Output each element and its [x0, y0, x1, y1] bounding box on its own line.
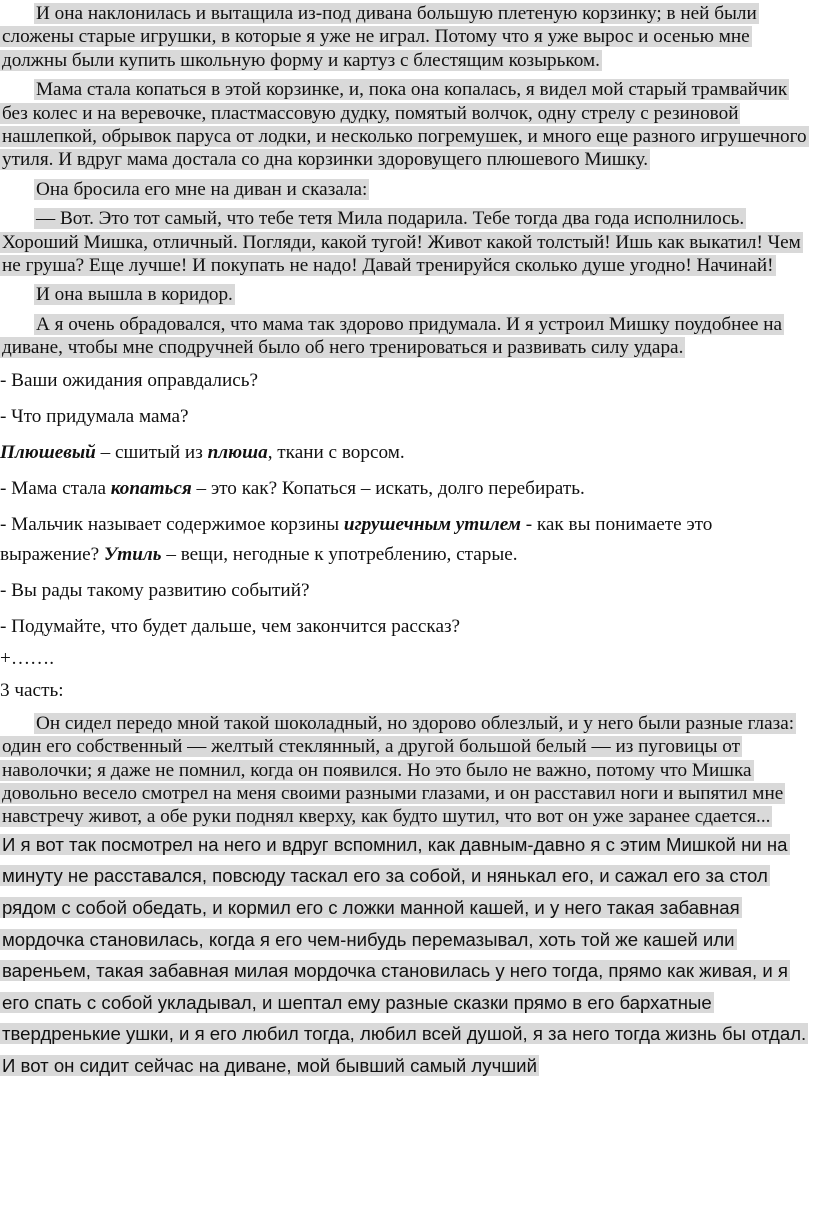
paragraph-sans [0, 829, 816, 1082]
question-5: - Вы рады такому развитию событий? [0, 579, 310, 601]
paragraph-part-3 [0, 712, 816, 829]
term-plushevy: Плюшевый [0, 441, 96, 463]
paragraph-6 [0, 313, 816, 360]
paragraph-sans-text: И я вот так посмотрел на него и вдруг вспомнил, как давным-давно я с этим Мишкой ни на минуту не расставался, повсюду таскал его за собой, и нянькал его, и сажал его за стол рядом с собой обедать, и кормил его с ложки манной кашей, и у него такая забавная мордочка становилась, когда я его чем-нибудь перемазывал, хоть той же кашей или вареньем, такая забавная милая мордочка становилась у него тогда, прямо как живая, и я его спать с собой укладывал, и шептал ему разные сказки прямо в его бархатные твердренькие ушки, и я его любил тогда, любил всей душой, я за него тогда жизнь бы отдал. И вот он сидит сейчас на диване, мой бывший самый лучший [2, 833, 807, 1076]
paragraph-3-text: Она бросила его мне на диван и сказала: [36, 178, 368, 200]
paragraph-part-3-text: Он сидел передо мной такой шоколадный, но здорово облезлый, и у него были разные глаза: один его собственный — желтый стеклянный, а другой большой белый — из пуговицы от наволочки; я даже не помнил, когда он появился. Но это было не важно, потому что Мишка довольно весело смотрел на меня своими разными глазами, и он расставил ноги и выпятил мне навстречу живот, а обе руки поднял кверху, как будто шутил, что вот он уже заранее сдается... [2, 712, 795, 828]
part-3-heading: 3 часть: [0, 679, 64, 701]
question-1: - Ваши ожидания оправдались? [0, 369, 259, 391]
paragraph-2 [0, 78, 816, 172]
question-3-b: – это как? Копаться – искать, долго перебирать. [191, 477, 585, 499]
question-4 [0, 510, 816, 570]
paragraph-4 [0, 207, 816, 277]
question-4-c: – вещи, негодные к употреблению, старые. [161, 543, 518, 565]
question-6: - Подумайте, что будет дальше, чем закончится рассказ? [0, 615, 461, 637]
paragraph-4-text: — Вот. Это тот самый, что тебе тетя Мила подарила. Тебе тогда два года исполнилось. Хороший Мишка, отличный. Погляди, какой тугой! Живот какой толстый! Ишь как выкатил! Чем не груша? Еще лучше! И покупать не надо! Давай тренируйся сколько душе угодно! Начинай! [2, 208, 801, 277]
definition-plush-b: , ткани с ворсом. [267, 441, 405, 463]
term-igrushechny-util: игрушечным утилем [343, 513, 521, 535]
paragraph-6-text: А я очень обрадовался, что мама так здорово придумала. И я устроил Мишку поудобнее на диване, чтобы мне сподручней было об него тренироваться и развивать силу удара. [2, 313, 783, 359]
term-kopatsya: копаться [110, 477, 192, 499]
definition-plush [0, 438, 816, 468]
paragraph-3 [0, 178, 816, 201]
term-util: Утиль [103, 543, 162, 565]
paragraph-5-text: И она вышла в коридор. [36, 284, 233, 306]
definition-plush-a: – сшитый из [95, 441, 208, 463]
paragraph-2-text: Мама стала копаться в этой корзинке, и, пока она копалась, я видел мой старый трамвайчик без колес и на веревочке, пластмассовую дудку, помятый волчок, одну стрелу с резиновой нашлепкой, обрывок паруса от лодки, и несколько погремушек, и много еще разного игрушечного утиля. И вдруг мама достала со дна корзинки здоровущего плюшевого Мишку. [2, 79, 807, 171]
paragraph-1 [0, 2, 816, 72]
question-2: - Что придумала мама? [0, 405, 189, 427]
question-3 [0, 474, 816, 504]
term-plusha: плюша [207, 441, 268, 463]
document-page [0, 2, 816, 1221]
paragraph-1-text: И она наклонилась и вытащила из-под дивана большую плетеную корзинку; в ней были сложены старые игрушки, в которые я уже не играл. Потому что я уже вырос и осенью мне должны были купить школьную форму и картуз с блестящим козырьком. [2, 3, 757, 71]
question-3-a: - Мама стала [0, 477, 111, 499]
paragraph-5 [0, 283, 816, 306]
question-4-a: - Мальчик называет содержимое корзины [0, 513, 344, 535]
question-4-b: - как вы понимаете это выражение? [0, 513, 713, 565]
plus-marker: +……. [0, 647, 54, 669]
